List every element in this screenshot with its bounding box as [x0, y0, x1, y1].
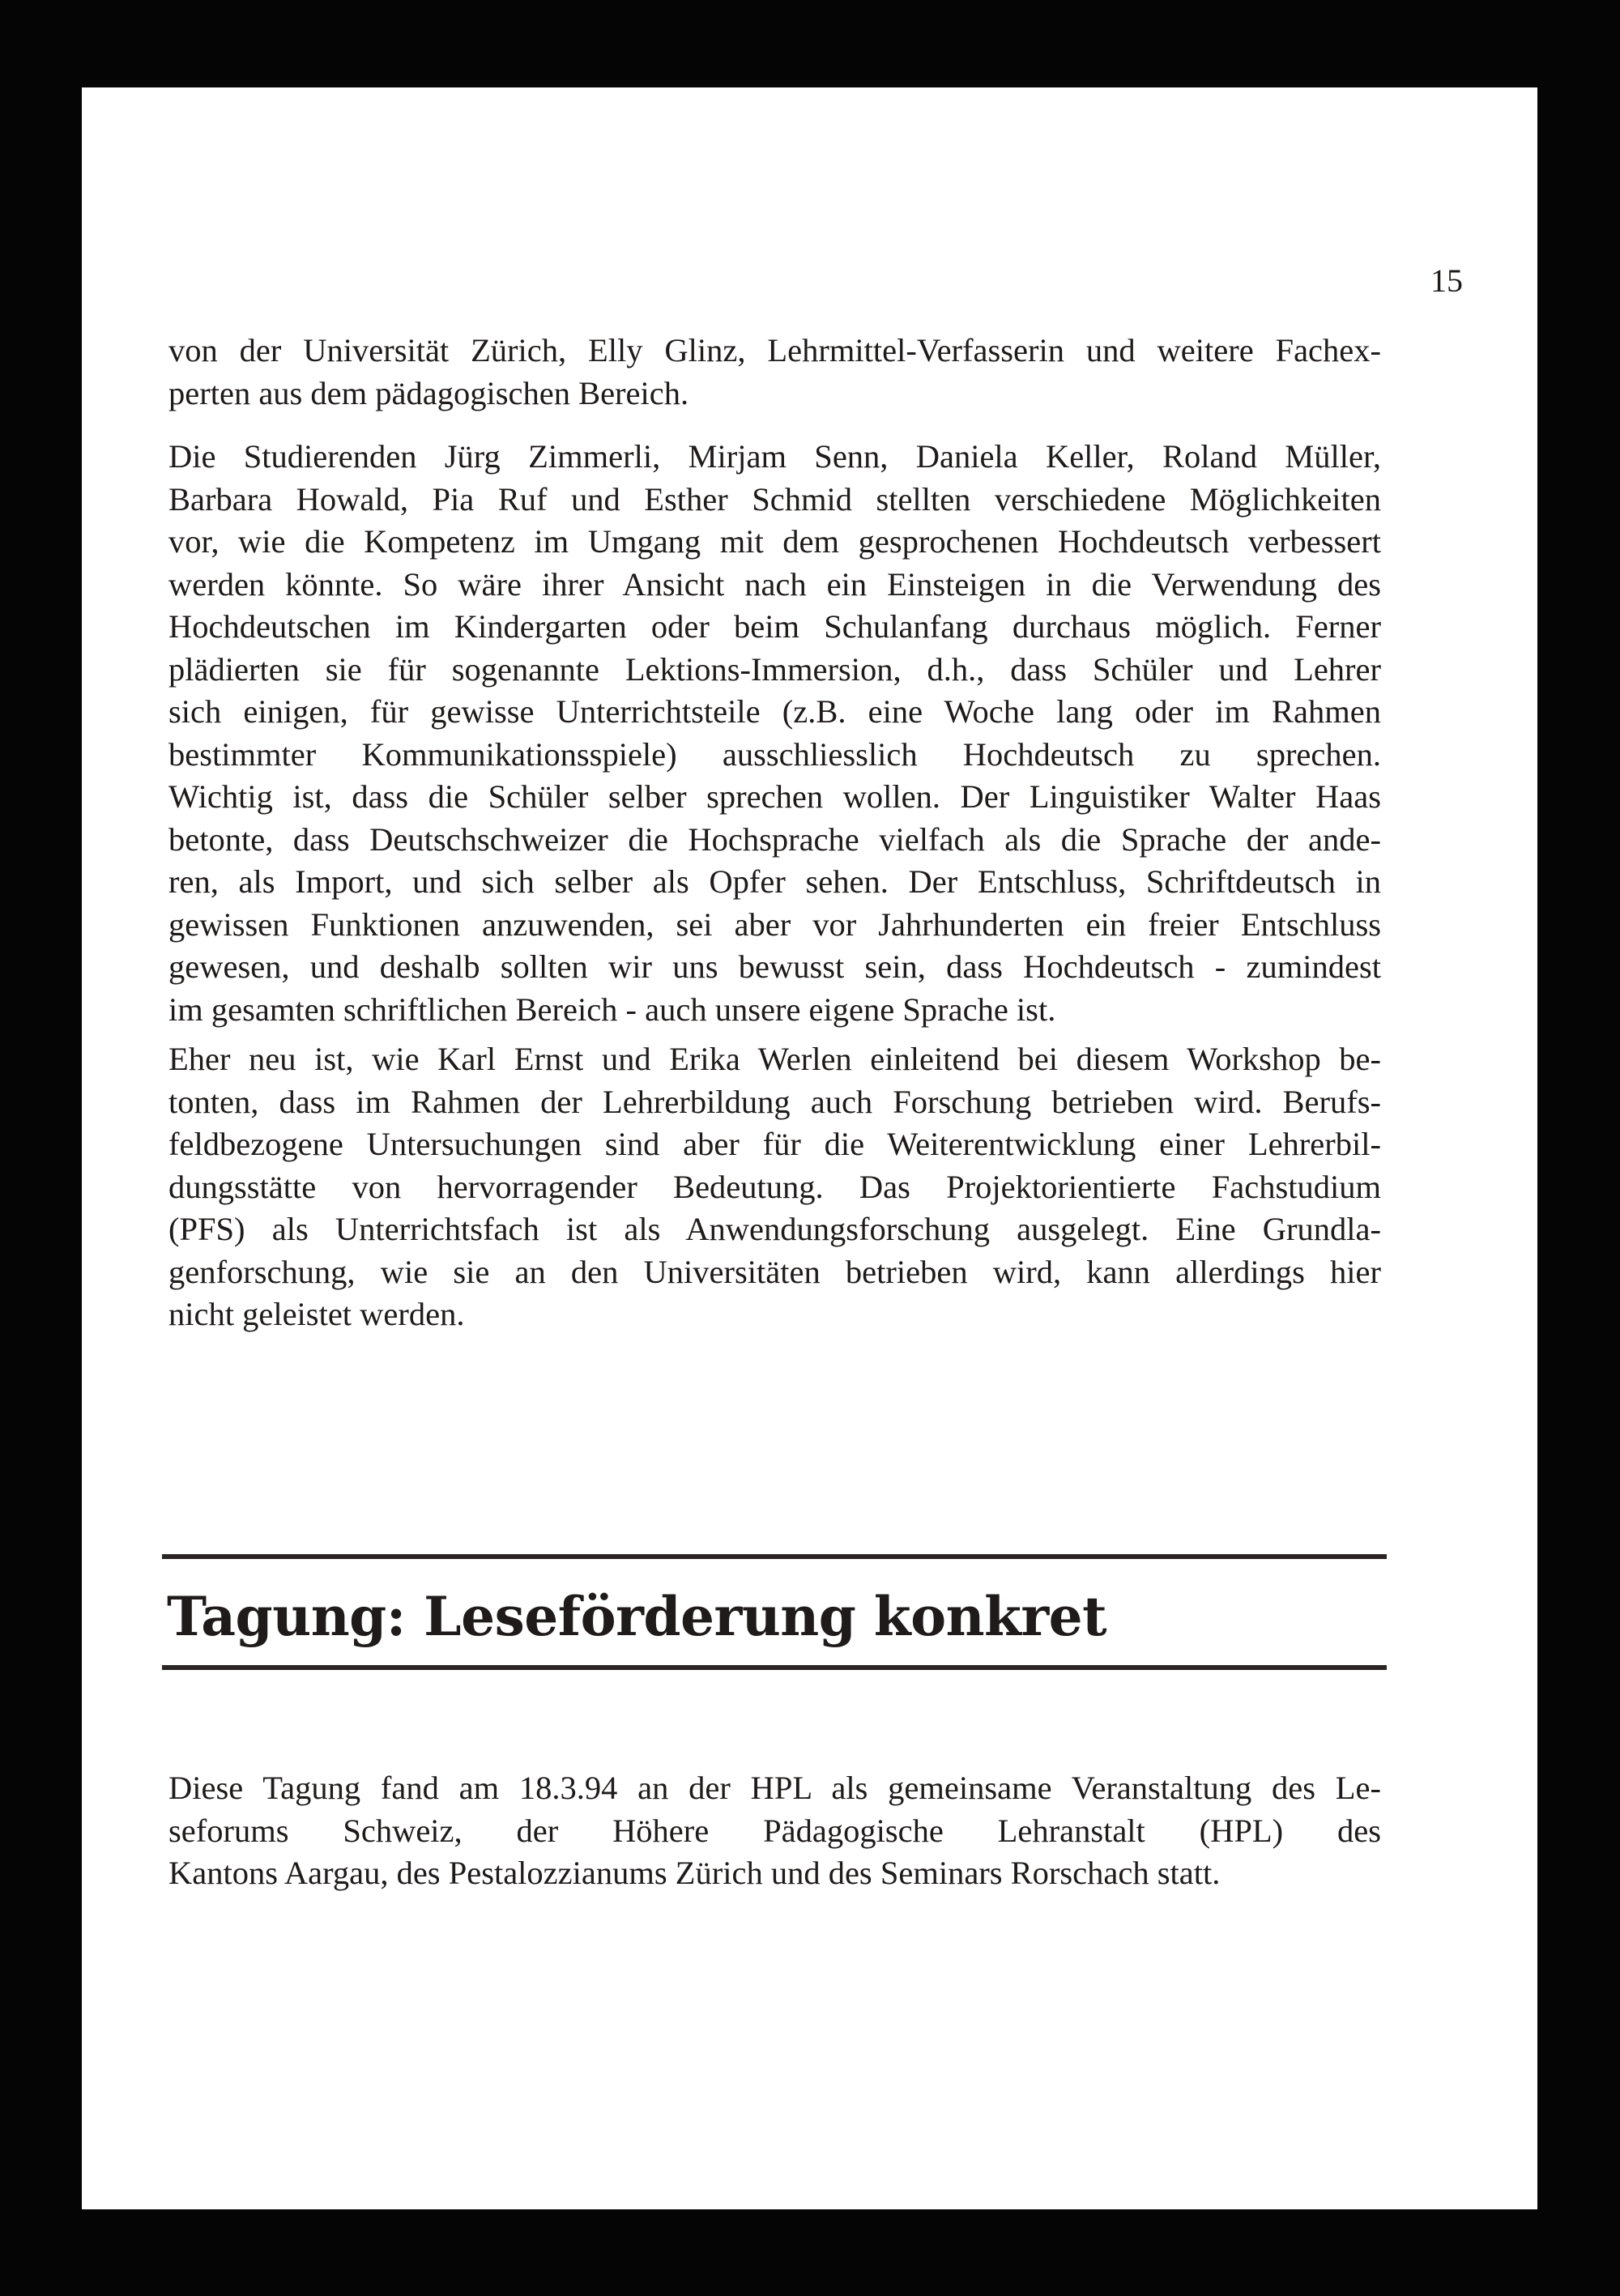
text-line: nicht geleistet werden. [168, 1296, 465, 1332]
text-line: Wichtig ist, dass die Schüler selber sprechen wollen. Der Linguistiker Walter Haas [168, 778, 1381, 815]
section-rule-top [162, 1554, 1387, 1559]
text-line: Eher neu ist, wie Karl Ernst und Erika Werlen einleitend bei diesem Workshop be- [168, 1041, 1381, 1077]
text-line: Barbara Howald, Pia Ruf und Esther Schmid stellten verschiedene Möglichkeiten [168, 480, 1381, 518]
text-line: von der Universität Zürich, Elly Glinz, Lehrmittel-Verfasserin und weitere Fachex- [168, 332, 1381, 368]
text-line: betonte, dass Deutschschweizer die Hochsprache vielfach als die Sprache der ande- [168, 820, 1381, 858]
text-line: plädierten sie für sogenannte Lektions-Immersion, d.h., dass Schüler und Lehrer [168, 650, 1381, 688]
text-line: Kantons Aargau, des Pestalozzianums Zürich und des Seminars Rorschach statt. [168, 1855, 1221, 1891]
section-paragraph [168, 1767, 1381, 1895]
paragraph-3 [168, 1038, 1381, 1336]
text-line: Die Studierenden Jürg Zimmerli, Mirjam Senn, Daniela Keller, Roland Müller, [168, 438, 1381, 475]
text-line: im gesamten schriftlichen Bereich - auch unsere eigene Sprache ist. [168, 990, 1056, 1028]
text-line: gewesen, und deshalb sollten wir uns bewusst sein, dass Hochdeutsch - zumindest [168, 948, 1381, 985]
text-line: sich einigen, für gewisse Unterrichtsteile (z.B. eine Woche lang oder im Rahmen [168, 693, 1381, 730]
text-line: gewissen Funktionen anzuwenden, sei aber vor Jahrhunderten ein freier Entschluss [168, 905, 1381, 943]
text-line: genforschung, wie sie an den Universitäten betrieben wird, kann allerdings hier [168, 1253, 1381, 1290]
section-rule-bottom [162, 1665, 1387, 1670]
text-line: seforums Schweiz, der Höhere Pädagogische Lehranstalt (HPL) des [168, 1812, 1381, 1849]
text-line: dungsstätte von hervorragender Bedeutung. Das Projektorientierte Fachstudium [168, 1168, 1381, 1205]
section-heading: Tagung: Leseförderung konkret [167, 1585, 1107, 1648]
page-number: 15 [1430, 262, 1463, 299]
text-line: vor, wie die Kompetenz im Umgang mit dem gesprochenen Hochdeutsch verbessert [168, 523, 1381, 560]
text-line: perten aus dem pädagogischen Bereich. [168, 374, 689, 411]
text-line: ren, als Import, und sich selber als Opfer sehen. Der Entschluss, Schriftdeutsch in [168, 863, 1381, 900]
text-line: werden könnte. So wäre ihrer Ansicht nach ein Einsteigen in die Verwendung des [168, 565, 1381, 603]
document-page [82, 87, 1537, 2209]
text-line: bestimmter Kommunikationsspiele) ausschliesslich Hochdeutsch zu sprechen. [168, 735, 1381, 773]
paragraph-2 [168, 436, 1381, 1031]
text-line: Diese Tagung fand am 18.3.94 an der HPL als gemeinsame Veranstaltung des Le- [168, 1770, 1381, 1806]
text-line: tonten, dass im Rahmen der Lehrerbildung auch Forschung betrieben wird. Berufs- [168, 1083, 1381, 1120]
paragraph-1 [168, 330, 1381, 415]
text-line: feldbezogene Untersuchungen sind aber für die Weiterentwicklung einer Lehrerbil- [168, 1126, 1381, 1162]
text-line: Hochdeutschen im Kindergarten oder beim Schulanfang durchaus möglich. Ferner [168, 608, 1381, 645]
text-line: (PFS) als Unterrichtsfach ist als Anwendungsforschung ausgelegt. Eine Grundla- [168, 1211, 1381, 1247]
